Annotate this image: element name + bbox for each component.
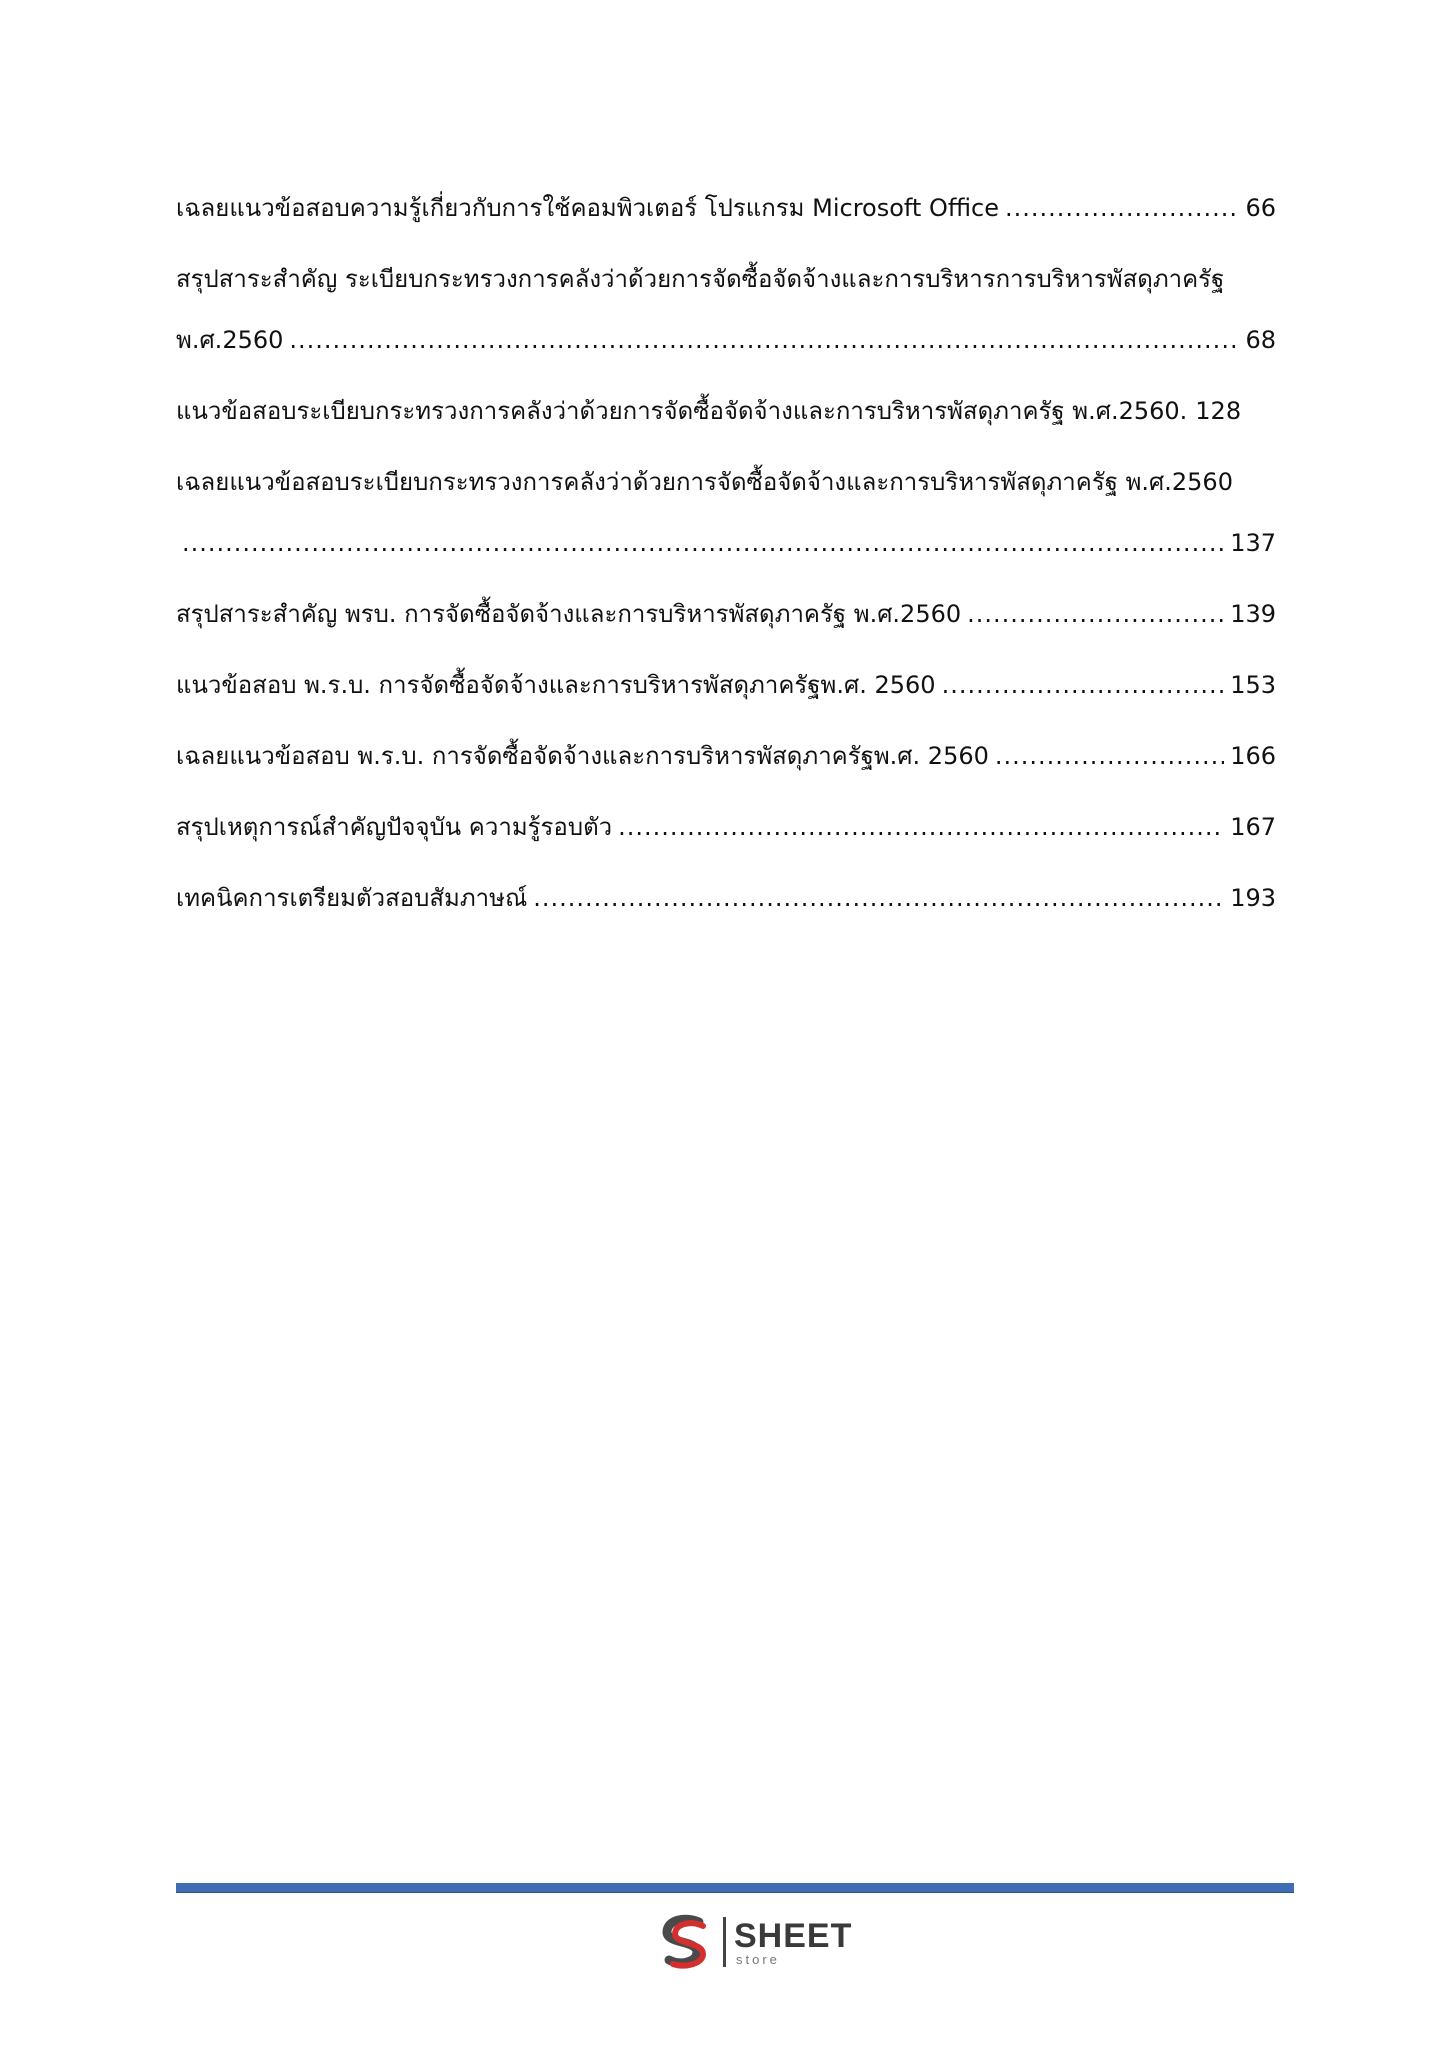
dot-leader — [533, 868, 1224, 929]
toc-entry-title: เฉลยแนวข้อสอบความรู้เกี่ยวกับการใช้คอมพิวเตอร์ โปรแกรม Microsoft Office — [176, 194, 1000, 222]
toc-entry-continuation: พ.ศ.2560 — [176, 326, 284, 354]
logo-word: SHEET — [734, 1916, 853, 1955]
logo-subtitle: store — [736, 1951, 780, 1967]
dot-leader — [995, 726, 1224, 787]
dot-leader — [967, 584, 1224, 645]
dot-leader — [618, 797, 1224, 858]
table-of-contents — [176, 178, 1276, 939]
toc-entry-page: 139 — [1230, 600, 1276, 628]
toc-entry-page: 193 — [1230, 884, 1276, 912]
toc-entry-title: แนวข้อสอบระเบียบกระทรวงการคลังว่าด้วยการจัดซื้อจัดจ้างและการบริหารพัสดุภาครัฐ พ.ศ.2560. — [176, 397, 1188, 425]
toc-entry-page: 128 — [1195, 397, 1242, 425]
toc-entry[interactable] — [176, 381, 1276, 442]
toc-entry[interactable] — [176, 584, 1276, 645]
toc-entry-title: แนวข้อสอบ พ.ร.บ. การจัดซื้อจัดจ้างและการบริหารพัสดุภาครัฐพ.ศ. 2560 — [176, 671, 936, 699]
toc-entry[interactable] — [176, 726, 1276, 787]
toc-entry-page: 167 — [1230, 813, 1276, 841]
toc-entry[interactable] — [176, 868, 1276, 929]
toc-entry-page: 68 — [1245, 326, 1276, 354]
toc-entry[interactable] — [176, 249, 1276, 371]
sheet-store-logo — [655, 1910, 852, 1974]
toc-entry-title: สรุปเหตุการณ์สำคัญปัจจุบัน ความรู้รอบตัว — [176, 813, 613, 841]
dot-leader — [182, 513, 1224, 574]
toc-entry-title: เฉลยแนวข้อสอบ พ.ร.บ. การจัดซื้อจัดจ้างและการบริหารพัสดุภาครัฐพ.ศ. 2560 — [176, 742, 989, 770]
dot-leader — [289, 310, 1239, 371]
toc-entry-title: สรุปสาระสำคัญ ระเบียบกระทรวงการคลังว่าด้วยการจัดซื้อจัดจ้างและการบริหารการบริหารพัสดุภาครัฐ — [176, 265, 1225, 293]
toc-entry-page: 66 — [1245, 194, 1276, 222]
toc-entry-page: 153 — [1230, 671, 1276, 699]
footer-divider — [176, 1883, 1294, 1893]
toc-entry-title: สรุปสาระสำคัญ พรบ. การจัดซื้อจัดจ้างและการบริหารพัสดุภาครัฐ พ.ศ.2560 — [176, 600, 962, 628]
toc-entry-title: เฉลยแนวข้อสอบระเบียบกระทรวงการคลังว่าด้วยการจัดซื้อจัดจ้างและการบริหารพัสดุภาครัฐ พ.ศ.2560 — [176, 468, 1233, 496]
dot-leader — [1005, 178, 1239, 239]
toc-entry-page: 166 — [1230, 742, 1276, 770]
toc-entry[interactable] — [176, 178, 1276, 239]
sheet-store-s-icon — [655, 1912, 715, 1972]
toc-entry[interactable] — [176, 797, 1276, 858]
toc-entry[interactable] — [176, 452, 1276, 574]
logo-divider — [723, 1917, 726, 1967]
dot-leader — [942, 655, 1225, 716]
toc-entry-page: 137 — [1230, 529, 1276, 557]
toc-entry[interactable] — [176, 655, 1276, 716]
toc-entry-title: เทคนิคการเตรียมตัวสอบสัมภาษณ์ — [176, 884, 528, 912]
